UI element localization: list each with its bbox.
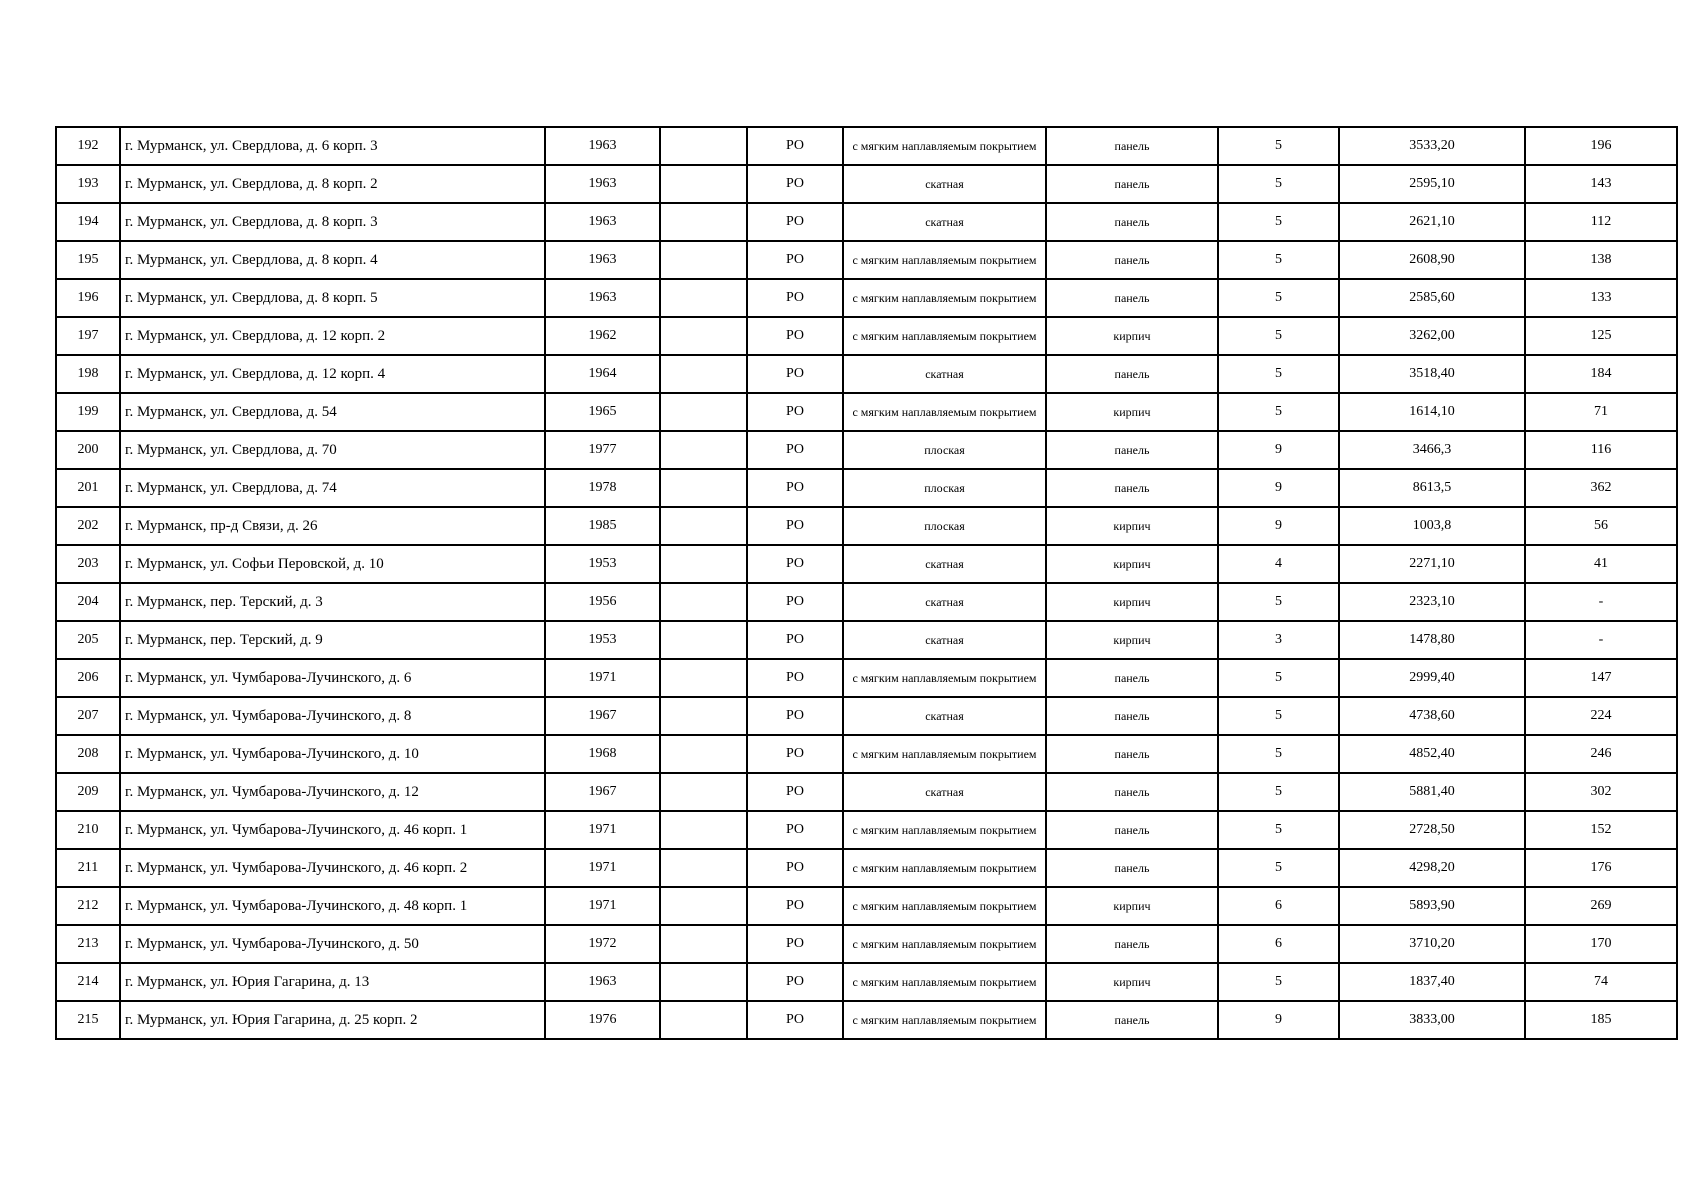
owner-cell: РО: [747, 279, 843, 317]
empty-cell: [660, 1001, 747, 1039]
year-built-cell: 1963: [545, 279, 660, 317]
row-number-cell: 198: [56, 355, 120, 393]
residents-cell: 133: [1525, 279, 1677, 317]
wall-material-cell: панель: [1046, 127, 1218, 165]
residents-cell: 246: [1525, 735, 1677, 773]
floors-cell: 9: [1218, 469, 1339, 507]
address-cell: г. Мурманск, ул. Свердлова, д. 8 корп. 2: [120, 165, 545, 203]
address-cell: г. Мурманск, ул. Чумбарова-Лучинского, д. 46 корп. 2: [120, 849, 545, 887]
owner-cell: РО: [747, 887, 843, 925]
year-built-cell: 1963: [545, 963, 660, 1001]
area-cell: 3466,3: [1339, 431, 1525, 469]
floors-cell: 4: [1218, 545, 1339, 583]
roof-type-cell: скатная: [843, 165, 1046, 203]
floors-cell: 5: [1218, 963, 1339, 1001]
owner-cell: РО: [747, 355, 843, 393]
empty-cell: [660, 203, 747, 241]
floors-cell: 5: [1218, 393, 1339, 431]
residents-cell: 185: [1525, 1001, 1677, 1039]
address-cell: г. Мурманск, ул. Свердлова, д. 12 корп. 2: [120, 317, 545, 355]
roof-type-cell: с мягким наплавляемым покрытием: [843, 963, 1046, 1001]
wall-material-cell: панель: [1046, 773, 1218, 811]
wall-material-cell: панель: [1046, 165, 1218, 203]
address-cell: г. Мурманск, ул. Чумбарова-Лучинского, д. 10: [120, 735, 545, 773]
address-cell: г. Мурманск, ул. Свердлова, д. 6 корп. 3: [120, 127, 545, 165]
owner-cell: РО: [747, 469, 843, 507]
area-cell: 4852,40: [1339, 735, 1525, 773]
owner-cell: РО: [747, 811, 843, 849]
area-cell: 5893,90: [1339, 887, 1525, 925]
table-row: [56, 697, 1677, 735]
floors-cell: 5: [1218, 165, 1339, 203]
owner-cell: РО: [747, 241, 843, 279]
table-row: [56, 1001, 1677, 1039]
wall-material-cell: кирпич: [1046, 583, 1218, 621]
owner-cell: РО: [747, 507, 843, 545]
empty-cell: [660, 963, 747, 1001]
wall-material-cell: кирпич: [1046, 317, 1218, 355]
empty-cell: [660, 735, 747, 773]
empty-cell: [660, 811, 747, 849]
table-row: [56, 925, 1677, 963]
empty-cell: [660, 469, 747, 507]
year-built-cell: 1956: [545, 583, 660, 621]
row-number-cell: 213: [56, 925, 120, 963]
row-number-cell: 200: [56, 431, 120, 469]
row-number-cell: 203: [56, 545, 120, 583]
table-row: [56, 507, 1677, 545]
row-number-cell: 204: [56, 583, 120, 621]
roof-type-cell: скатная: [843, 203, 1046, 241]
roof-type-cell: с мягким наплавляемым покрытием: [843, 849, 1046, 887]
floors-cell: 9: [1218, 1001, 1339, 1039]
table-row: [56, 545, 1677, 583]
empty-cell: [660, 621, 747, 659]
row-number-cell: 214: [56, 963, 120, 1001]
area-cell: 3710,20: [1339, 925, 1525, 963]
roof-type-cell: с мягким наплавляемым покрытием: [843, 735, 1046, 773]
wall-material-cell: панель: [1046, 849, 1218, 887]
table-row: [56, 887, 1677, 925]
owner-cell: РО: [747, 317, 843, 355]
area-cell: 2999,40: [1339, 659, 1525, 697]
row-number-cell: 207: [56, 697, 120, 735]
year-built-cell: 1968: [545, 735, 660, 773]
floors-cell: 5: [1218, 659, 1339, 697]
row-number-cell: 209: [56, 773, 120, 811]
residents-cell: 143: [1525, 165, 1677, 203]
empty-cell: [660, 317, 747, 355]
year-built-cell: 1963: [545, 127, 660, 165]
address-cell: г. Мурманск, ул. Свердлова, д. 54: [120, 393, 545, 431]
wall-material-cell: кирпич: [1046, 887, 1218, 925]
table-row: [56, 165, 1677, 203]
floors-cell: 5: [1218, 697, 1339, 735]
year-built-cell: 1976: [545, 1001, 660, 1039]
year-built-cell: 1953: [545, 621, 660, 659]
table-row: [56, 849, 1677, 887]
residents-cell: 71: [1525, 393, 1677, 431]
empty-cell: [660, 659, 747, 697]
owner-cell: РО: [747, 735, 843, 773]
floors-cell: 5: [1218, 317, 1339, 355]
residents-cell: 112: [1525, 203, 1677, 241]
owner-cell: РО: [747, 431, 843, 469]
empty-cell: [660, 925, 747, 963]
area-cell: 1837,40: [1339, 963, 1525, 1001]
year-built-cell: 1972: [545, 925, 660, 963]
row-number-cell: 202: [56, 507, 120, 545]
address-cell: г. Мурманск, ул. Софьи Перовской, д. 10: [120, 545, 545, 583]
address-cell: г. Мурманск, ул. Юрия Гагарина, д. 25 корп. 2: [120, 1001, 545, 1039]
wall-material-cell: панель: [1046, 203, 1218, 241]
empty-cell: [660, 241, 747, 279]
residents-cell: 269: [1525, 887, 1677, 925]
address-cell: г. Мурманск, ул. Свердлова, д. 8 корп. 4: [120, 241, 545, 279]
floors-cell: 9: [1218, 431, 1339, 469]
wall-material-cell: панель: [1046, 811, 1218, 849]
area-cell: 1614,10: [1339, 393, 1525, 431]
residents-cell: 147: [1525, 659, 1677, 697]
owner-cell: РО: [747, 393, 843, 431]
area-cell: 3262,00: [1339, 317, 1525, 355]
floors-cell: 5: [1218, 773, 1339, 811]
year-built-cell: 1963: [545, 203, 660, 241]
roof-type-cell: скатная: [843, 583, 1046, 621]
roof-type-cell: плоская: [843, 469, 1046, 507]
year-built-cell: 1953: [545, 545, 660, 583]
residents-cell: 176: [1525, 849, 1677, 887]
wall-material-cell: кирпич: [1046, 963, 1218, 1001]
roof-type-cell: с мягким наплавляемым покрытием: [843, 925, 1046, 963]
wall-material-cell: панель: [1046, 241, 1218, 279]
area-cell: 3833,00: [1339, 1001, 1525, 1039]
address-cell: г. Мурманск, ул. Свердлова, д. 8 корп. 3: [120, 203, 545, 241]
roof-type-cell: с мягким наплавляемым покрытием: [843, 393, 1046, 431]
owner-cell: РО: [747, 1001, 843, 1039]
address-cell: г. Мурманск, ул. Чумбарова-Лучинского, д. 8: [120, 697, 545, 735]
residents-cell: -: [1525, 621, 1677, 659]
wall-material-cell: кирпич: [1046, 621, 1218, 659]
area-cell: 4298,20: [1339, 849, 1525, 887]
roof-type-cell: с мягким наплавляемым покрытием: [843, 659, 1046, 697]
table-row: [56, 469, 1677, 507]
area-cell: 2323,10: [1339, 583, 1525, 621]
empty-cell: [660, 697, 747, 735]
empty-cell: [660, 355, 747, 393]
table-row: [56, 773, 1677, 811]
empty-cell: [660, 279, 747, 317]
wall-material-cell: панель: [1046, 279, 1218, 317]
row-number-cell: 195: [56, 241, 120, 279]
floors-cell: 6: [1218, 887, 1339, 925]
table-row: [56, 583, 1677, 621]
area-cell: 2608,90: [1339, 241, 1525, 279]
floors-cell: 5: [1218, 127, 1339, 165]
row-number-cell: 201: [56, 469, 120, 507]
address-cell: г. Мурманск, ул. Свердлова, д. 70: [120, 431, 545, 469]
row-number-cell: 205: [56, 621, 120, 659]
row-number-cell: 192: [56, 127, 120, 165]
housing-registry-table: [55, 126, 1678, 1040]
row-number-cell: 193: [56, 165, 120, 203]
table-row: [56, 431, 1677, 469]
residents-cell: 302: [1525, 773, 1677, 811]
owner-cell: РО: [747, 203, 843, 241]
floors-cell: 9: [1218, 507, 1339, 545]
area-cell: 3533,20: [1339, 127, 1525, 165]
table-row: [56, 393, 1677, 431]
floors-cell: 6: [1218, 925, 1339, 963]
wall-material-cell: панель: [1046, 355, 1218, 393]
table-row: [56, 355, 1677, 393]
owner-cell: РО: [747, 127, 843, 165]
area-cell: 2271,10: [1339, 545, 1525, 583]
address-cell: г. Мурманск, ул. Юрия Гагарина, д. 13: [120, 963, 545, 1001]
floors-cell: 5: [1218, 355, 1339, 393]
floors-cell: 3: [1218, 621, 1339, 659]
table-row: [56, 279, 1677, 317]
residents-cell: 196: [1525, 127, 1677, 165]
wall-material-cell: кирпич: [1046, 507, 1218, 545]
wall-material-cell: панель: [1046, 659, 1218, 697]
area-cell: 3518,40: [1339, 355, 1525, 393]
year-built-cell: 1962: [545, 317, 660, 355]
roof-type-cell: плоская: [843, 431, 1046, 469]
roof-type-cell: с мягким наплавляемым покрытием: [843, 1001, 1046, 1039]
year-built-cell: 1978: [545, 469, 660, 507]
row-number-cell: 206: [56, 659, 120, 697]
residents-cell: 138: [1525, 241, 1677, 279]
year-built-cell: 1971: [545, 887, 660, 925]
row-number-cell: 211: [56, 849, 120, 887]
year-built-cell: 1971: [545, 811, 660, 849]
area-cell: 1478,80: [1339, 621, 1525, 659]
empty-cell: [660, 393, 747, 431]
area-cell: 2585,60: [1339, 279, 1525, 317]
roof-type-cell: с мягким наплавляемым покрытием: [843, 811, 1046, 849]
table-row: [56, 203, 1677, 241]
row-number-cell: 199: [56, 393, 120, 431]
row-number-cell: 208: [56, 735, 120, 773]
floors-cell: 5: [1218, 849, 1339, 887]
empty-cell: [660, 127, 747, 165]
wall-material-cell: панель: [1046, 1001, 1218, 1039]
owner-cell: РО: [747, 659, 843, 697]
area-cell: 2621,10: [1339, 203, 1525, 241]
owner-cell: РО: [747, 621, 843, 659]
owner-cell: РО: [747, 925, 843, 963]
address-cell: г. Мурманск, пер. Терский, д. 9: [120, 621, 545, 659]
address-cell: г. Мурманск, пр-д Связи, д. 26: [120, 507, 545, 545]
residents-cell: 170: [1525, 925, 1677, 963]
residents-cell: 125: [1525, 317, 1677, 355]
table-row: [56, 963, 1677, 1001]
table-row: [56, 735, 1677, 773]
residents-cell: 362: [1525, 469, 1677, 507]
row-number-cell: 215: [56, 1001, 120, 1039]
empty-cell: [660, 165, 747, 203]
year-built-cell: 1985: [545, 507, 660, 545]
floors-cell: 5: [1218, 583, 1339, 621]
roof-type-cell: скатная: [843, 355, 1046, 393]
address-cell: г. Мурманск, пер. Терский, д. 3: [120, 583, 545, 621]
year-built-cell: 1965: [545, 393, 660, 431]
residents-cell: -: [1525, 583, 1677, 621]
area-cell: 1003,8: [1339, 507, 1525, 545]
residents-cell: 152: [1525, 811, 1677, 849]
row-number-cell: 196: [56, 279, 120, 317]
floors-cell: 5: [1218, 811, 1339, 849]
roof-type-cell: плоская: [843, 507, 1046, 545]
residents-cell: 41: [1525, 545, 1677, 583]
wall-material-cell: кирпич: [1046, 393, 1218, 431]
residents-cell: 184: [1525, 355, 1677, 393]
year-built-cell: 1963: [545, 165, 660, 203]
roof-type-cell: скатная: [843, 697, 1046, 735]
empty-cell: [660, 545, 747, 583]
wall-material-cell: панель: [1046, 735, 1218, 773]
table-row: [56, 621, 1677, 659]
floors-cell: 5: [1218, 203, 1339, 241]
residents-cell: 224: [1525, 697, 1677, 735]
year-built-cell: 1964: [545, 355, 660, 393]
table-body: [56, 127, 1677, 1039]
year-built-cell: 1977: [545, 431, 660, 469]
row-number-cell: 194: [56, 203, 120, 241]
row-number-cell: 212: [56, 887, 120, 925]
area-cell: 8613,5: [1339, 469, 1525, 507]
wall-material-cell: кирпич: [1046, 545, 1218, 583]
empty-cell: [660, 887, 747, 925]
roof-type-cell: с мягким наплавляемым покрытием: [843, 279, 1046, 317]
address-cell: г. Мурманск, ул. Чумбарова-Лучинского, д. 6: [120, 659, 545, 697]
address-cell: г. Мурманск, ул. Свердлова, д. 8 корп. 5: [120, 279, 545, 317]
roof-type-cell: скатная: [843, 621, 1046, 659]
row-number-cell: 210: [56, 811, 120, 849]
table-row: [56, 127, 1677, 165]
area-cell: 4738,60: [1339, 697, 1525, 735]
owner-cell: РО: [747, 849, 843, 887]
roof-type-cell: с мягким наплавляемым покрытием: [843, 887, 1046, 925]
empty-cell: [660, 583, 747, 621]
roof-type-cell: с мягким наплавляемым покрытием: [843, 127, 1046, 165]
year-built-cell: 1967: [545, 773, 660, 811]
address-cell: г. Мурманск, ул. Чумбарова-Лучинского, д. 12: [120, 773, 545, 811]
floors-cell: 5: [1218, 241, 1339, 279]
empty-cell: [660, 773, 747, 811]
roof-type-cell: с мягким наплавляемым покрытием: [843, 241, 1046, 279]
owner-cell: РО: [747, 697, 843, 735]
area-cell: 5881,40: [1339, 773, 1525, 811]
roof-type-cell: скатная: [843, 773, 1046, 811]
wall-material-cell: панель: [1046, 469, 1218, 507]
address-cell: г. Мурманск, ул. Чумбарова-Лучинского, д. 50: [120, 925, 545, 963]
owner-cell: РО: [747, 583, 843, 621]
address-cell: г. Мурманск, ул. Чумбарова-Лучинского, д. 48 корп. 1: [120, 887, 545, 925]
year-built-cell: 1971: [545, 659, 660, 697]
residents-cell: 56: [1525, 507, 1677, 545]
wall-material-cell: панель: [1046, 431, 1218, 469]
address-cell: г. Мурманск, ул. Свердлова, д. 12 корп. 4: [120, 355, 545, 393]
roof-type-cell: скатная: [843, 545, 1046, 583]
table-row: [56, 659, 1677, 697]
address-cell: г. Мурманск, ул. Чумбарова-Лучинского, д. 46 корп. 1: [120, 811, 545, 849]
wall-material-cell: панель: [1046, 697, 1218, 735]
floors-cell: 5: [1218, 279, 1339, 317]
table-row: [56, 811, 1677, 849]
roof-type-cell: с мягким наплавляемым покрытием: [843, 317, 1046, 355]
row-number-cell: 197: [56, 317, 120, 355]
residents-cell: 116: [1525, 431, 1677, 469]
table-row: [56, 317, 1677, 355]
area-cell: 2728,50: [1339, 811, 1525, 849]
year-built-cell: 1971: [545, 849, 660, 887]
owner-cell: РО: [747, 773, 843, 811]
area-cell: 2595,10: [1339, 165, 1525, 203]
year-built-cell: 1967: [545, 697, 660, 735]
table-row: [56, 241, 1677, 279]
residents-cell: 74: [1525, 963, 1677, 1001]
owner-cell: РО: [747, 963, 843, 1001]
empty-cell: [660, 507, 747, 545]
empty-cell: [660, 849, 747, 887]
year-built-cell: 1963: [545, 241, 660, 279]
empty-cell: [660, 431, 747, 469]
owner-cell: РО: [747, 545, 843, 583]
address-cell: г. Мурманск, ул. Свердлова, д. 74: [120, 469, 545, 507]
wall-material-cell: панель: [1046, 925, 1218, 963]
owner-cell: РО: [747, 165, 843, 203]
floors-cell: 5: [1218, 735, 1339, 773]
